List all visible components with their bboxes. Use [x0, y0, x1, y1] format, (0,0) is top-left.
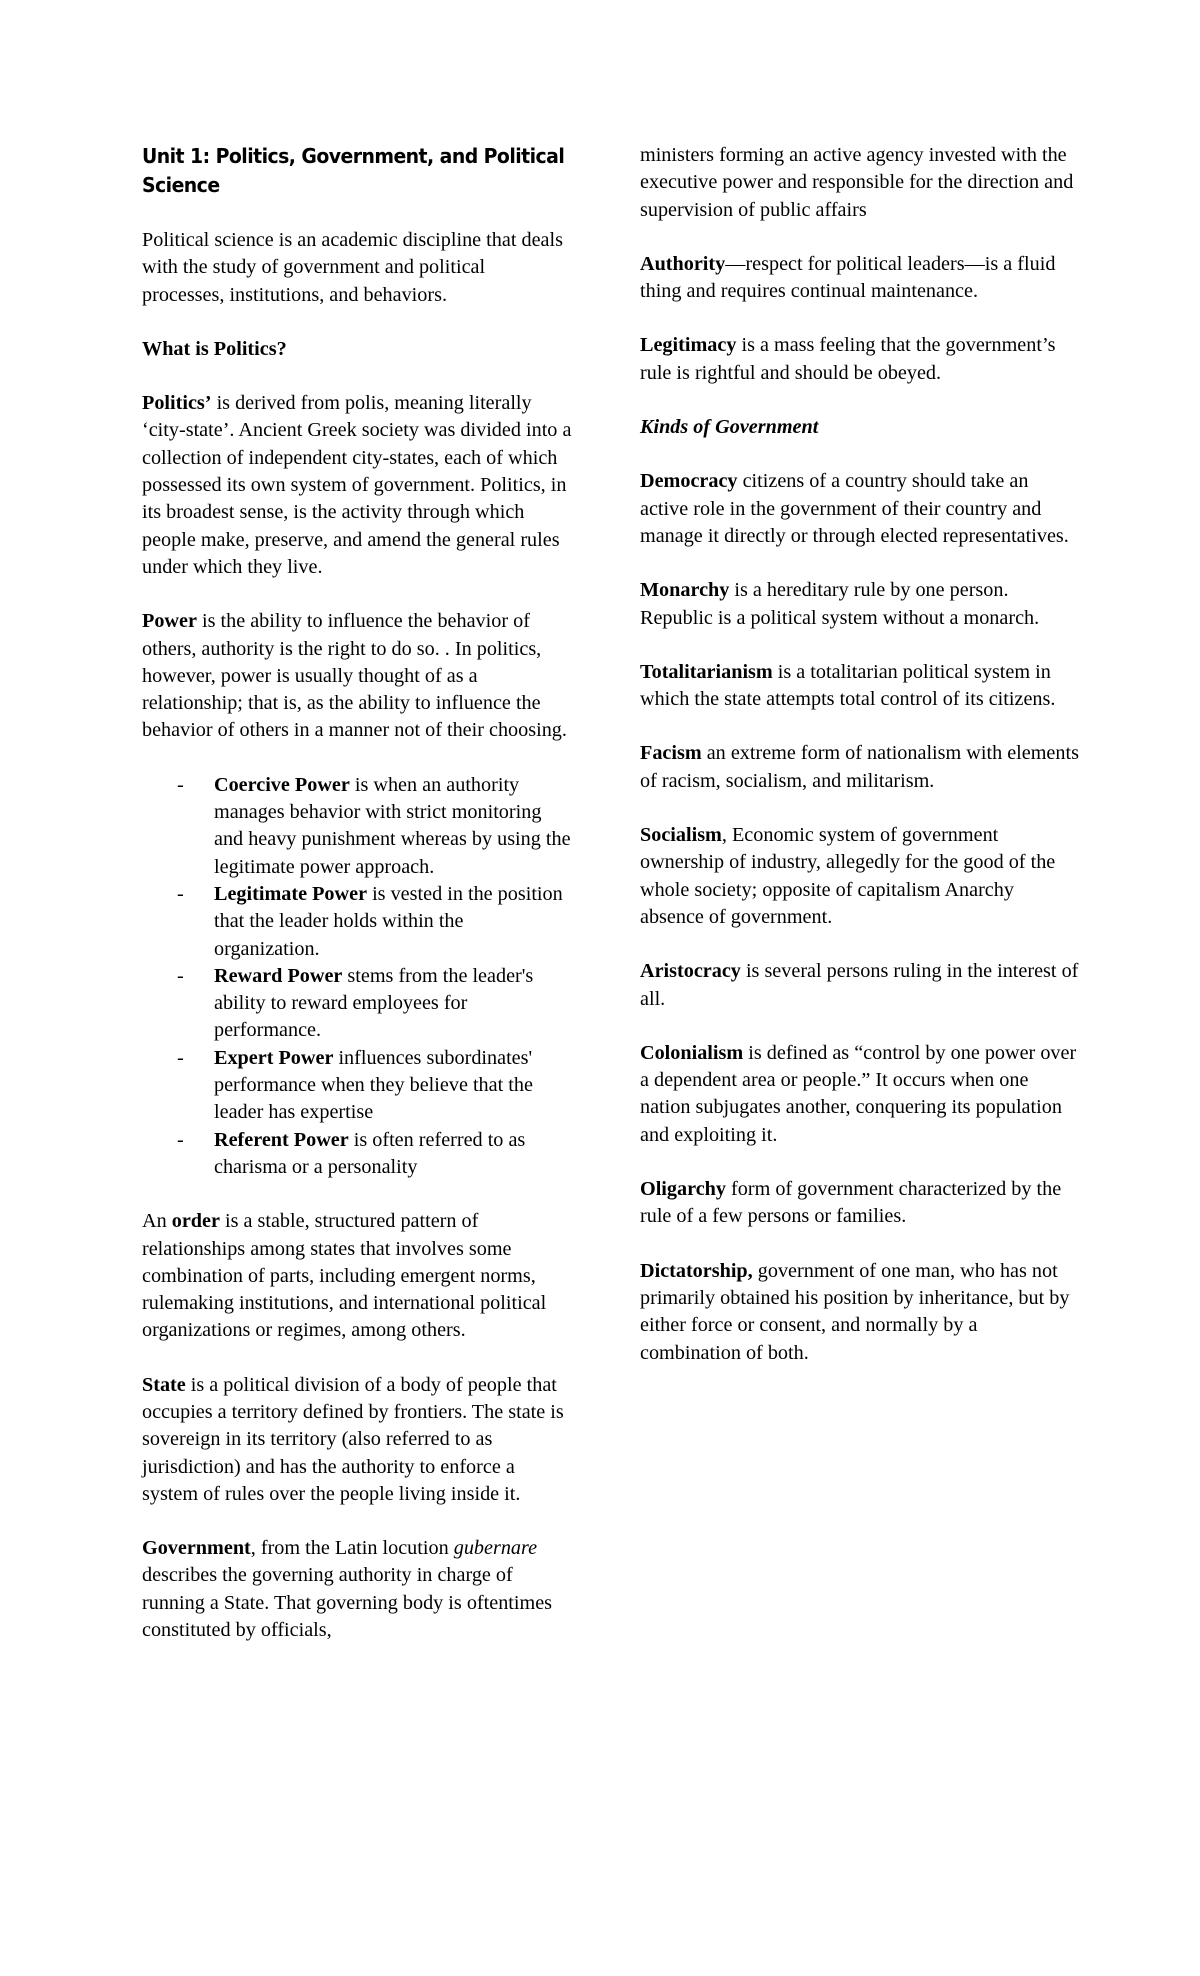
power-text: is the ability to influence the behavior of others, authority is the right to do so. . In politics, however, power is usually thought of as a relationship; that is, as the ability to influence the behavior of others in a manner not of their choosing. — [142, 610, 567, 742]
government-text-2: describes the governing authority in charge of running a State. That governing body is oftentimes constituted by officials, — [142, 1564, 553, 1642]
oligarchy-term: Oligarchy — [640, 1178, 726, 1201]
list-item-referent-power — [177, 1127, 572, 1182]
power-term: Power — [142, 610, 197, 633]
democracy-term: Democracy — [640, 470, 738, 493]
what-is-politics-heading: What is Politics? — [142, 337, 287, 360]
list-item-reward-power — [177, 963, 572, 1045]
legitimate-power-text: is vested in the position that the leader holds within the organization. — [214, 882, 563, 960]
left-column — [142, 142, 572, 1671]
intro-paragraph: Political science is an academic discipline that deals with the study of government and political processes, institutions, and behaviors. — [142, 229, 563, 306]
colonialism-term: Colonialism — [640, 1041, 744, 1064]
totalitarianism-text: is a totalitarian political system in which the state attempts total control of its citizens. — [640, 660, 1056, 711]
list-item-legitimate-power — [177, 881, 572, 963]
power-types-list — [142, 772, 572, 1181]
facism-text: an extreme form of nationalism with elements of racism, socialism, and militarism. — [640, 742, 1079, 792]
totalitarianism-term: Totalitarianism — [640, 660, 773, 683]
referent-power-text: is often referred to as charisma or a personality — [214, 1128, 526, 1178]
list-dash: - — [177, 1046, 184, 1069]
aristocracy-paragraph — [640, 958, 1080, 1013]
order-paragraph — [142, 1208, 572, 1344]
list-dash: - — [177, 773, 184, 796]
dictatorship-term: Dictatorship, — [640, 1259, 753, 1282]
aristocracy-term: Aristocracy — [640, 960, 741, 983]
gubernare-italic: gubernare — [453, 1537, 538, 1560]
state-text: is a political division of a body of people that occupies a territory defined by frontiers. The state is sovereign in its territory (also referred to as jurisdiction) and has the authority to enforce a system of rules over the people living inside it. — [142, 1373, 564, 1505]
colonialism-text: is defined as “control by one power over a dependent area or people.” It occurs when one nation subjugates another, conquering its population and exploiting it. — [640, 1041, 1077, 1146]
facism-term: Facism — [640, 742, 702, 765]
totalitarianism-paragraph — [640, 659, 1080, 714]
dictatorship-text: government of one man, who has not primarily obtained his position by inheritance, but by either force or consent, and normally by a combination of both. — [640, 1259, 1070, 1364]
order-prefix: An — [142, 1210, 172, 1233]
reward-power-text: stems from the leader's ability to reward employees for performance. — [214, 964, 534, 1042]
kinds-of-government-heading: Kinds of Government — [640, 416, 819, 439]
order-term: order — [171, 1210, 220, 1233]
coercive-power-term: Coercive Power — [214, 773, 350, 796]
government-text-1: , from the Latin locution — [250, 1537, 454, 1560]
socialism-term: Socialism — [640, 824, 722, 847]
authority-text: —respect for political leaders—is a fluid thing and requires continual maintenance. — [640, 252, 1056, 303]
aristocracy-text: is several persons ruling in the interest of all. — [640, 960, 1079, 1010]
politics-text: is derived from polis, meaning literally ‘city-state’. Ancient Greek society was divided into a collection of independent city-states, each of which possessed its own system of government. Politics, in its broadest sense, is the activity through which people make, preserve, and amend the general rules under which they live. — [142, 392, 572, 578]
facism-paragraph — [640, 740, 1080, 795]
government-paragraph — [142, 1535, 572, 1644]
expert-power-text: influences subordinates' performance when they believe that the leader has expertise — [214, 1046, 533, 1124]
list-item-expert-power — [177, 1045, 572, 1127]
list-dash: - — [177, 1128, 184, 1151]
power-paragraph — [142, 608, 572, 744]
democracy-paragraph — [640, 468, 1080, 550]
socialism-paragraph — [640, 822, 1080, 931]
democracy-text: citizens of a country should take an active role in the government of their country and manage it directly or through elected representatives. — [640, 470, 1069, 547]
legitimacy-paragraph — [640, 332, 1080, 387]
monarchy-paragraph — [640, 577, 1080, 632]
legitimate-power-term: Legitimate Power — [214, 882, 368, 905]
order-text: is a stable, structured pattern of relationships among states that involves some combination of parts, including emergent norms, rulemaking institutions, and international political organizations or regimes, among others. — [142, 1210, 547, 1342]
government-continued-paragraph: ministers forming an active agency invested with the executive power and responsible for the direction and supervision of public affairs — [640, 144, 1074, 221]
monarchy-term: Monarchy — [640, 579, 730, 602]
authority-term: Authority — [640, 252, 726, 275]
state-paragraph — [142, 1372, 572, 1508]
politics-paragraph — [142, 390, 572, 581]
oligarchy-paragraph — [640, 1176, 1080, 1231]
list-dash: - — [177, 964, 184, 987]
reward-power-term: Reward Power — [214, 964, 343, 987]
state-term: State — [142, 1373, 186, 1396]
coercive-power-text: is when an authority manages behavior with strict monitoring and heavy punishment whereas by using the legitimate power approach. — [214, 773, 571, 878]
unit-title: Unit 1: Politics, Government, and Political Science — [142, 144, 565, 197]
government-term: Government — [142, 1537, 251, 1560]
monarchy-text: is a hereditary rule by one person. Republic is a political system without a monarch. — [640, 579, 1040, 629]
legitimacy-text: is a mass feeling that the government’s rule is rightful and should be obeyed. — [640, 334, 1056, 384]
list-item-coercive-power — [177, 772, 572, 881]
right-column — [640, 142, 1080, 1394]
socialism-text: , Economic system of government ownership of industry, allegedly for the good of the whole society; opposite of capitalism Anarchy absence of government. — [640, 824, 1056, 928]
expert-power-term: Expert Power — [214, 1046, 334, 1069]
oligarchy-text: form of government characterized by the rule of a few persons or families. — [640, 1178, 1062, 1228]
colonialism-paragraph — [640, 1040, 1080, 1149]
authority-paragraph — [640, 251, 1080, 306]
list-dash: - — [177, 882, 184, 905]
dictatorship-paragraph — [640, 1258, 1080, 1367]
politics-term: Politics’ — [142, 392, 212, 415]
referent-power-term: Referent Power — [214, 1128, 349, 1151]
legitimacy-term: Legitimacy — [640, 334, 737, 357]
